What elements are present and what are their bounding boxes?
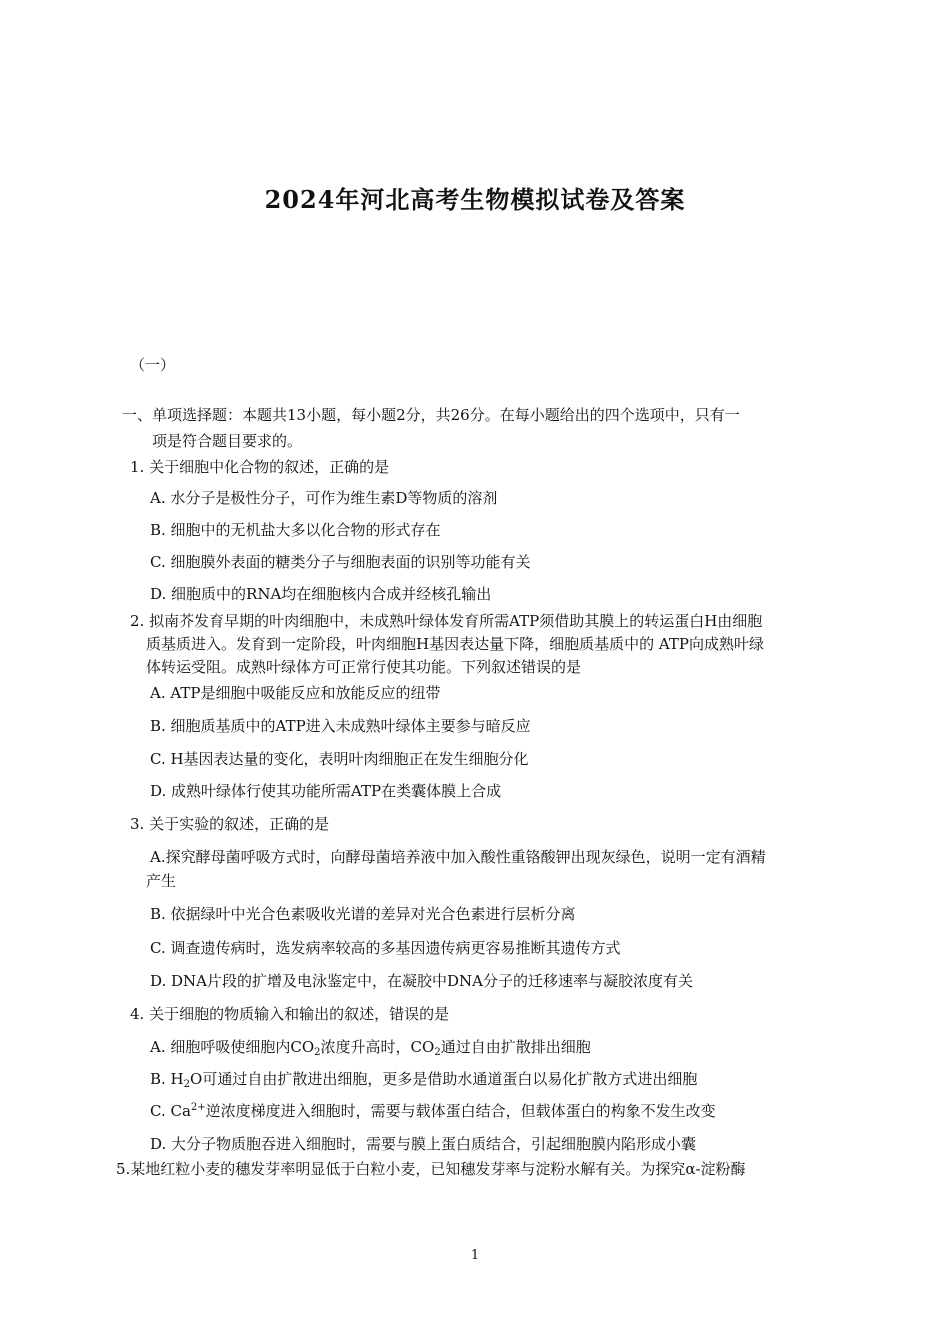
question-2-stem-line-1: 2. 拟南芥发育早期的叶肉细胞中，未成熟叶绿体发育所需ATP须借助其膜上的转运蛋白H由细胞 xyxy=(130,612,763,630)
question-3-option-c: C. 调查遗传病时，选发病率较高的多基因遗传病更容易推断其遗传方式 xyxy=(150,939,621,957)
question-2-option-a: A. ATP是细胞中吸能反应和放能反应的纽带 xyxy=(150,684,441,702)
question-1-option-d: D. 细胞质中的RNA均在细胞核内合成并经核孔输出 xyxy=(150,585,492,603)
instruction-line-2: 项是符合题目要求的。 xyxy=(152,432,303,450)
question-1-option-c: C. 细胞膜外表面的糖类分子与细胞表面的识别等功能有关 xyxy=(150,553,531,571)
question-2-option-c: C. H基因表达量的变化，表明叶肉细胞正在发生细胞分化 xyxy=(150,750,529,768)
section-marker: （一） xyxy=(130,356,176,374)
question-2-stem-line-3: 体转运受阻。成熟叶绿体方可正常行使其功能。下列叙述错误的是 xyxy=(146,658,582,676)
question-1-option-b: B. 细胞中的无机盐大多以化合物的形式存在 xyxy=(150,521,441,539)
question-2-option-b: B. 细胞质基质中的ATP进入未成熟叶绿体主要参与暗反应 xyxy=(150,717,531,735)
question-4-option-d: D. 大分子物质胞吞进入细胞时，需要与膜上蛋白质结合，引起细胞膜内陷形成小囊 xyxy=(150,1135,697,1153)
question-1-stem: 1. 关于细胞中化合物的叙述，正确的是 xyxy=(130,458,390,476)
question-2-stem-line-2: 质基质进入。发育到一定阶段，叶肉细胞H基因表达量下降，细胞质基质中的 ATP向成熟叶绿 xyxy=(146,635,764,653)
document-title: 2024年河北高考生物模拟试卷及答案 xyxy=(264,185,686,214)
question-1-option-a: A. 水分子是极性分子，可作为维生素D等物质的溶剂 xyxy=(150,489,498,507)
question-4-stem: 4. 关于细胞的物质输入和输出的叙述，错误的是 xyxy=(130,1005,450,1023)
question-3-option-a-line-1: A.探究酵母菌呼吸方式时，向酵母菌培养液中加入酸性重铬酸钾出现灰绿色，说明一定有酒精 xyxy=(150,848,766,866)
page-number: 1 xyxy=(470,1248,480,1263)
question-3-stem: 3. 关于实验的叙述，正确的是 xyxy=(130,815,330,833)
question-3-option-a-line-2: 产生 xyxy=(146,872,177,890)
instruction-line-1: 一、单项选择题：本题共13小题，每小题2分，共26分。在每小题给出的四个选项中，只有一 xyxy=(122,406,740,424)
question-4-option-b: B. $H_2O$可通过自由扩散进出细胞，更多是借助水通道蛋白以易化扩散方式进出细胞 xyxy=(150,1070,698,1090)
question-4-option-c: C. $Ca^{2+}$逆浓度梯度进入细胞时，需要与载体蛋白结合，但载体蛋白的构象不发生改变 xyxy=(150,1102,716,1120)
question-3-option-d: D. DNA片段的扩增及电泳鉴定中，在凝胶中DNA分子的迁移速率与凝胶浓度有关 xyxy=(150,972,693,990)
question-4-option-a: A. 细胞呼吸使细胞内$CO_2$浓度升高时，$CO_2$通过自由扩散排出细胞 xyxy=(150,1038,591,1058)
question-2-option-d: D. 成熟叶绿体行使其功能所需ATP在类囊体膜上合成 xyxy=(150,782,502,800)
question-5-stem-line-1: 5.某地红粒小麦的穗发芽率明显低于白粒小麦，已知穗发芽率与淀粉水解有关。为探究α-淀粉酶 xyxy=(116,1160,746,1178)
question-3-option-b: B. 依据绿叶中光合色素吸收光谱的差异对光合色素进行层析分离 xyxy=(150,905,576,923)
